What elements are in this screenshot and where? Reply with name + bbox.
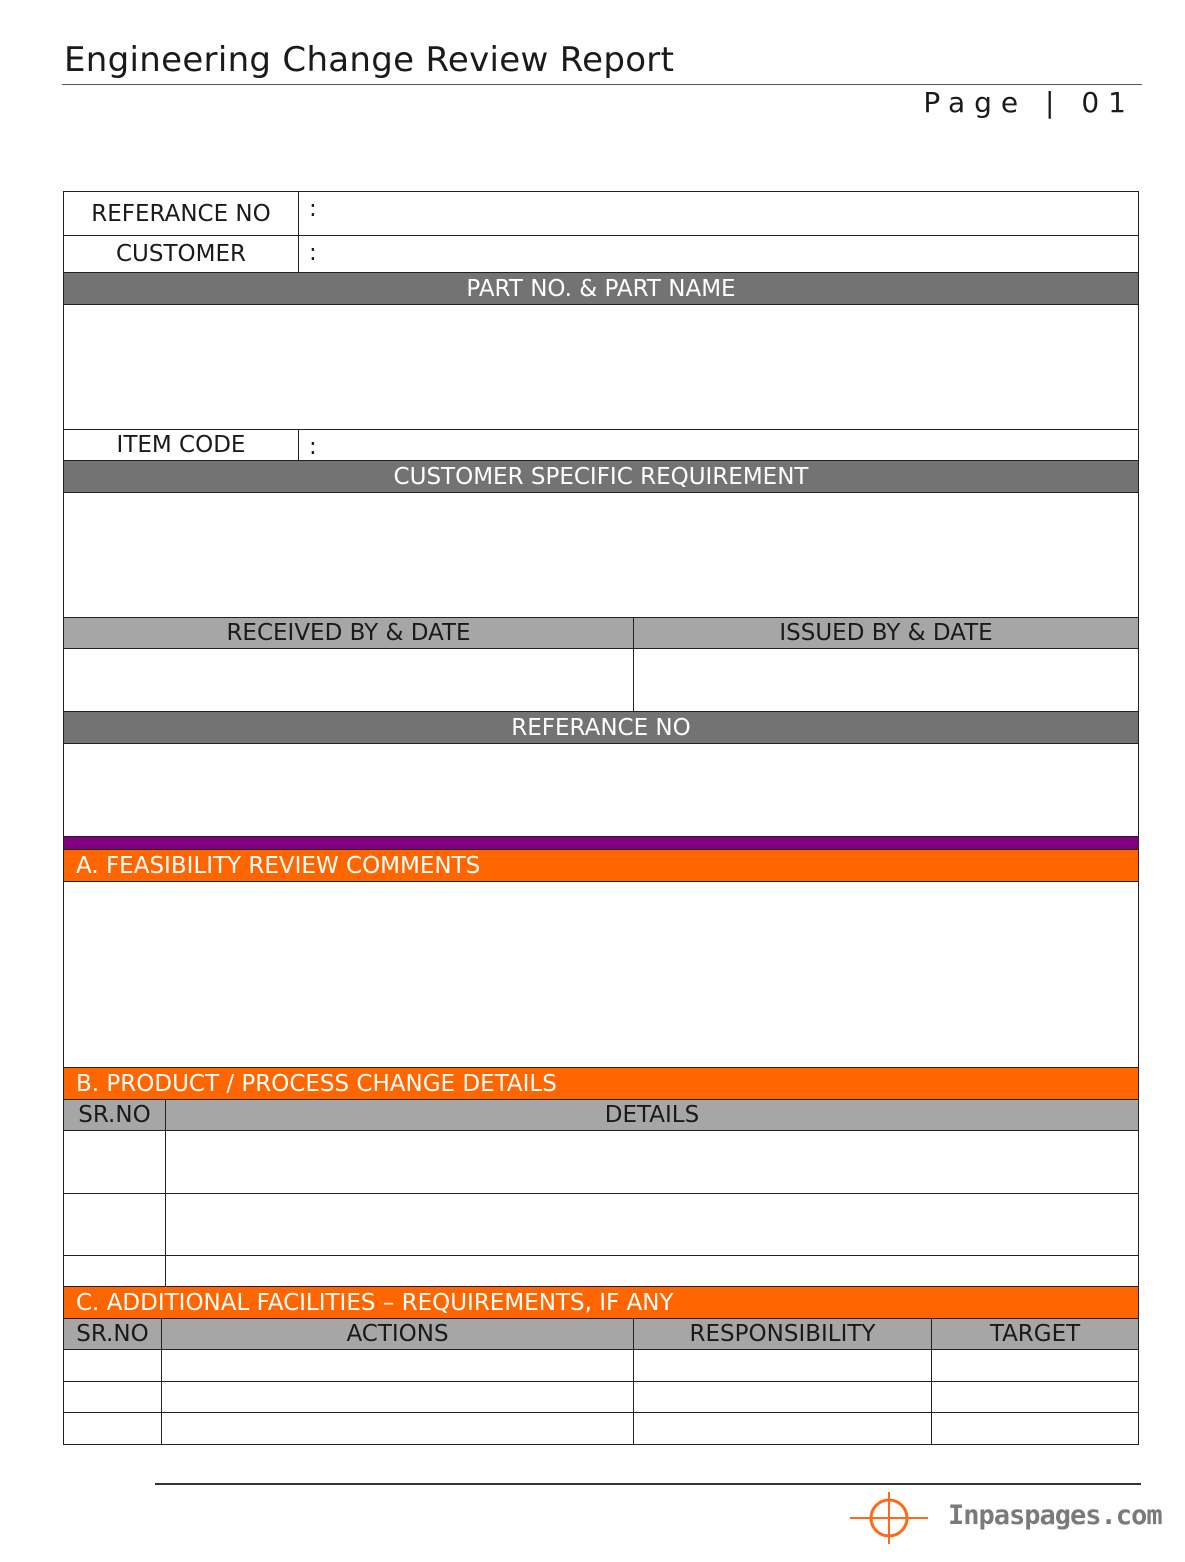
feasibility-comments-field[interactable] — [64, 882, 1139, 1068]
footer-rule — [155, 1483, 1141, 1485]
c-target-cell[interactable] — [932, 1350, 1139, 1382]
title-underline — [62, 84, 1142, 85]
b-srno-cell[interactable] — [64, 1194, 166, 1256]
c-col-srno: SR.NO — [64, 1319, 162, 1350]
section-a-header: A. FEASIBILITY REVIEW COMMENTS — [64, 850, 1139, 882]
issued-by-header: ISSUED BY & DATE — [634, 618, 1139, 649]
page-number: 01 — [1081, 86, 1135, 119]
c-srno-cell[interactable] — [64, 1350, 162, 1382]
section-b-header: B. PRODUCT / PROCESS CHANGE DETAILS — [64, 1068, 1139, 1100]
customer-requirement-header: CUSTOMER SPECIFIC REQUIREMENT — [64, 461, 1139, 493]
c-responsibility-cell[interactable] — [634, 1382, 932, 1413]
b-srno-cell[interactable] — [64, 1131, 166, 1194]
customer-field[interactable]: : — [299, 236, 1139, 273]
c-target-cell[interactable] — [932, 1382, 1139, 1413]
b-col-details: DETAILS — [166, 1100, 1139, 1131]
customer-row — [64, 236, 1139, 273]
item-code-field[interactable]: : — [299, 430, 1139, 461]
received-by-header: RECEIVED BY & DATE — [64, 618, 634, 649]
reference-no-field[interactable]: : — [299, 192, 1139, 236]
item-code-label: ITEM CODE — [64, 430, 299, 461]
part-name-field[interactable] — [64, 305, 1139, 430]
page-indicator — [923, 86, 1135, 119]
purple-divider — [64, 837, 1139, 850]
received-by-field[interactable] — [64, 649, 634, 712]
table-row — [64, 1131, 1139, 1194]
issued-by-field[interactable] — [634, 649, 1139, 712]
b-details-cell[interactable] — [166, 1256, 1139, 1287]
table-row — [64, 1382, 1139, 1413]
reference-row — [64, 192, 1139, 236]
b-details-cell[interactable] — [166, 1131, 1139, 1194]
page-word: Page — [923, 86, 1028, 119]
c-responsibility-cell[interactable] — [634, 1350, 932, 1382]
document-title: Engineering Change Review Report — [64, 40, 675, 80]
customer-label: CUSTOMER — [64, 236, 299, 273]
b-col-srno: SR.NO — [64, 1100, 166, 1131]
table-row — [64, 1256, 1139, 1287]
reference-section-field[interactable] — [64, 744, 1139, 837]
c-actions-cell[interactable] — [162, 1382, 634, 1413]
c-responsibility-cell[interactable] — [634, 1413, 932, 1445]
review-form — [63, 191, 1139, 1445]
page-separator: | — [1045, 86, 1064, 119]
part-section-header: PART NO. & PART NAME — [64, 273, 1139, 305]
table-row — [64, 1350, 1139, 1382]
reference-no-label: REFERANCE NO — [64, 192, 299, 236]
c-srno-cell[interactable] — [64, 1382, 162, 1413]
b-srno-cell[interactable] — [64, 1256, 166, 1287]
c-col-actions: ACTIONS — [162, 1319, 634, 1350]
c-col-target: TARGET — [932, 1319, 1139, 1350]
table-row — [64, 1413, 1139, 1445]
c-target-cell[interactable] — [932, 1413, 1139, 1445]
section-c-header: C. ADDITIONAL FACILITIES – REQUIREMENTS, IF ANY — [64, 1287, 1139, 1319]
b-details-cell[interactable] — [166, 1194, 1139, 1256]
logo-text: Inpaspages.com — [948, 1500, 1162, 1531]
c-col-responsibility: RESPONSIBILITY — [634, 1319, 932, 1350]
reference-section-header: REFERANCE NO — [64, 712, 1139, 744]
c-actions-cell[interactable] — [162, 1413, 634, 1445]
table-row — [64, 1194, 1139, 1256]
customer-requirement-field[interactable] — [64, 493, 1139, 618]
c-actions-cell[interactable] — [162, 1350, 634, 1382]
c-srno-cell[interactable] — [64, 1413, 162, 1445]
